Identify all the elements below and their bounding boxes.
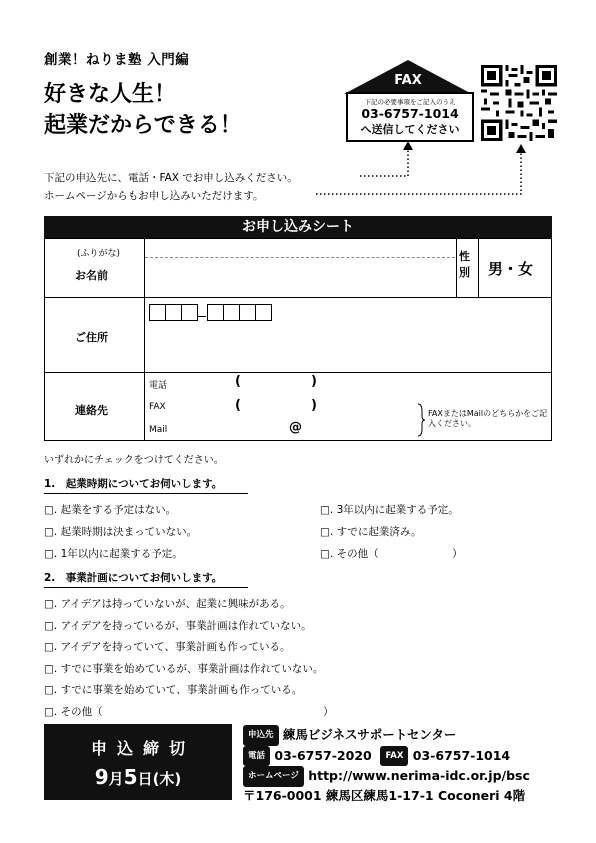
fax-paren-open: (: [235, 398, 241, 413]
address-label: ご住所: [75, 331, 108, 344]
q1-option[interactable]: □. 起業をする予定はない。: [44, 504, 177, 516]
q2-option[interactable]: □. アイデアは持っていないが、起業に興味がある。: [44, 598, 291, 610]
check-instruction: いずれかにチェックをつけてください。: [44, 455, 224, 466]
fax-mail-note: FAXまたはMailのどちらかをご記入ください。: [428, 409, 548, 428]
q2-option[interactable]: □. すでに事業を始めていて、事業計画も作っている。: [44, 684, 303, 696]
fax-note: 下記の必要事項をご記入のうえ: [364, 98, 456, 106]
q1-option[interactable]: □. 起業時期は決まっていない。: [44, 526, 198, 538]
deadline-box: [44, 724, 232, 800]
deadline-date: [44, 765, 232, 789]
phone-paren-open: (: [235, 374, 241, 389]
q1-title: 1. 起業時期についてお伺いします。: [44, 476, 248, 494]
fax-send: へ送信してください: [360, 123, 460, 136]
deadline-title: 申込締切: [90, 739, 195, 758]
headline-line-1: 好きな人生！: [44, 82, 177, 107]
q1-options-right: [320, 499, 463, 565]
brace-icon: [417, 403, 425, 437]
phone-label: 電話: [149, 381, 168, 391]
headline-line-2: 起業だからできる！: [44, 113, 242, 138]
contact-label: 連絡先: [75, 404, 108, 417]
q1-option[interactable]: □. その他（ ）: [320, 548, 463, 560]
apply-org: 練馬ビジネスサポートセンター: [282, 726, 457, 742]
q2-options: [44, 594, 334, 723]
q1-options-left: [44, 499, 197, 565]
apply-address: 〒176-0001 練馬区練馬1-17-1 Coconeri 4階: [243, 787, 526, 803]
q2-title: 2. 事業計画についてお伺いします。: [44, 570, 248, 588]
q1-option[interactable]: □. 1年以内に起業する予定。: [44, 548, 183, 560]
intro-text: [44, 169, 298, 205]
deadline-month: 9: [94, 765, 109, 789]
fax-paren-close: ): [311, 398, 317, 413]
gender-choice[interactable]: 男・女: [488, 260, 534, 278]
apply-tag: 申込先: [243, 725, 279, 746]
fax-label: FAX: [394, 73, 422, 88]
apply-tel[interactable]: 03-6757-2020: [274, 747, 372, 763]
q2-option[interactable]: □. アイデアを持っていて、事業計画も作っている。: [44, 641, 291, 653]
q1-option[interactable]: □. 3年以内に起業する予定。: [320, 504, 459, 516]
furigana-label: (ふりがな): [77, 249, 121, 259]
q2-option[interactable]: □. すでに事業を始めているが、事業計画は作れていない。: [44, 662, 324, 675]
at-sign: @: [289, 420, 302, 435]
apply-info: [243, 725, 530, 805]
deadline-month-unit: 月: [108, 770, 124, 788]
fax-number: 03-6757-1014: [361, 106, 459, 121]
name-label: お名前: [75, 269, 108, 282]
apply-url[interactable]: http://www.nerima-idc.or.jp/bsc: [308, 767, 530, 783]
deadline-day-unit: 日(木): [137, 770, 182, 788]
q2-option[interactable]: □. アイデアを持っているが、事業計画は作れていない。: [44, 619, 312, 632]
intro-line-1: 下記の申込先に、電話・FAX でお申し込みください。: [44, 172, 298, 184]
apply-fax[interactable]: 03-6757-1014: [412, 747, 511, 763]
intro-line-2: ホームページからもお申し込みいただけます。: [44, 190, 264, 202]
postal-code-boxes[interactable]: [149, 304, 271, 325]
deadline-day: 5: [123, 765, 138, 789]
sheet-title: お申し込みシート: [44, 216, 552, 238]
fax-tag: FAX: [380, 746, 408, 767]
application-form: [44, 238, 552, 441]
q2-option[interactable]: □. その他（ ）: [44, 705, 334, 718]
gender-label: 性別: [459, 250, 470, 279]
phone-paren-close: ): [311, 374, 317, 389]
fax-field-label: FAX: [149, 402, 166, 412]
mail-label: Mail: [149, 425, 168, 435]
web-tag: ホームページ: [243, 766, 304, 787]
q1-option[interactable]: □. すでに起業済み。: [320, 526, 422, 538]
tel-tag: 電話: [243, 746, 270, 767]
name-field[interactable]: [149, 241, 452, 295]
series-title: 創業！ねりま塾 入門編: [44, 52, 190, 68]
